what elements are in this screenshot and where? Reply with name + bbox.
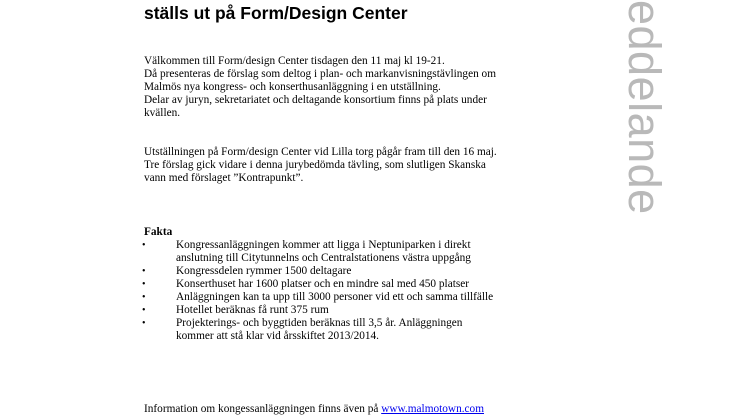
malmotown-link[interactable]: www.malmotown.com: [381, 403, 484, 415]
fakta-item-line: anslutning till Citytunnelns och Centralstationens västra uppgång: [176, 252, 471, 264]
info-text: Information om kongessanläggningen finns även på: [144, 403, 382, 415]
fakta-item-line: Anläggningen kan ta upp till 3000 personer vid ett och samma tillfälle: [176, 291, 494, 303]
bullet-icon: •: [142, 292, 146, 303]
exhibition-paragraph: [144, 146, 497, 185]
info-line: [144, 403, 484, 416]
fakta-heading: Fakta: [144, 226, 173, 238]
fakta-item-line: Kongressanläggningen kommer att ligga i Neptuniparken i direkt: [176, 239, 471, 251]
bullet-icon: •: [142, 240, 146, 251]
bullet-icon: •: [142, 279, 146, 290]
fakta-item: [144, 278, 493, 291]
vertical-title-container: [618, 0, 672, 240]
welcome-paragraph: [144, 55, 496, 120]
paragraph-line: Välkommen till Form/design Center tisdagen den 11 maj kl 19-21.: [144, 55, 445, 67]
fakta-item: [144, 265, 493, 278]
fakta-item-line: kommer att stå klar vid årsskiftet 2013/2014.: [176, 330, 379, 342]
fakta-item: [144, 239, 493, 265]
fakta-item-line: Projekterings- och byggtiden beräknas till 3,5 år. Anläggningen: [176, 317, 463, 329]
document-heading: ställs ut på Form/Design Center: [144, 3, 408, 23]
fakta-item-line: Hotellet beräknas få runt 375 rum: [176, 304, 329, 316]
paragraph-line: Malmös nya kongress- och konserthusanläggning i en utställning.: [144, 81, 441, 93]
fakta-item: [144, 304, 493, 317]
fakta-item-line: Kongressdelen rymmer 1500 deltagare: [176, 265, 352, 277]
bullet-icon: •: [142, 318, 146, 329]
bullet-icon: •: [142, 266, 146, 277]
bullet-icon: •: [142, 305, 146, 316]
paragraph-line: Utställningen på Form/design Center vid Lilla torg pågår fram till den 16 maj.: [144, 146, 497, 158]
fakta-item: [144, 317, 493, 343]
paragraph-line: Delar av juryn, sekretariatet och deltagande konsortium finns på plats under: [144, 94, 487, 106]
paragraph-line: kvällen.: [144, 107, 181, 119]
fakta-item: [144, 291, 493, 304]
fakta-list: [144, 239, 493, 343]
paragraph-line: vann med förslaget ”Kontrapunkt”.: [144, 172, 304, 184]
paragraph-line: Då presenteras de förslag som deltog i plan- och markanvisningstävlingen om: [144, 68, 496, 80]
vertical-title: eddelande: [619, 0, 670, 215]
paragraph-line: Tre förslag gick vidare i denna jurybedömda tävling, som slutligen Skanska: [144, 159, 486, 171]
fakta-item-line: Konserthuset har 1600 platser och en mindre sal med 450 platser: [176, 278, 470, 290]
